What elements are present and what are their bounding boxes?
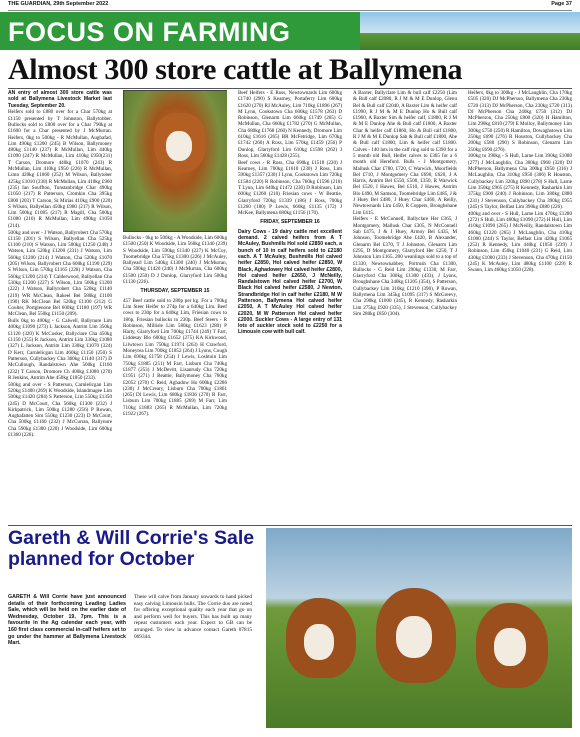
article-column-1 [8,90,112,524]
article-column-4 [353,90,457,524]
cow-face-shape [304,624,334,660]
promo-text: These will calve from January onwards to hand picked easy calving Limousin bulls. The Corrie duo are noted for offering exceptional quality each year that go on and perform well for buyers. This has built up many repeat customers each year. Expect to GB can be arranged. To view in advance contact Gareth 07815 069344. [134,594,252,640]
article-text: Heifers - E McConnell, Ballyclare Her £365, J Montgomery, Mallusk Char £305, N McConnell Sab £475, J & J Huey, Armoy Bel £435, M Johnson, Toomebridge Ahe £420, B Alexander, Glenarm Bel £370, T J Johnston, Glenarm Lim £295, D Montgomery, Glarryford Her £250, T J Johnston Lim £165. 200 weanlings sold to a top of £1330, Newtownabbey, Portrush Cha £1300, Bullocks - G Reid Lim 290kg £1330, M Farr, Glarryford Cha 300kg £1300 (433), J Lyons, Broughshane Cha 340kg £1205 (354), S Patterson, Cullybackey Lim 310kg £1210 (390), P Rowan, Ballymena Lim 345kg £1095 (317) S McGreevy, Cha 290kg £1000 (345), R Kennedy, Rasharkin Lim 275kg £920 (335), J Stevenson, Cullybackey Sim 280kg £850 (304). [353,216,457,317]
article-headline: Almost 300 store cattle at Ballymena [8,53,463,86]
headline-rule [8,88,572,89]
article-text: Beef Heifers - E Ross, Newtownards Lim 600kg £1740 (290) S Kearney, Portaferry Lim 600kg £1620 (270) RJ McAuley, Lim 710kg £1896 (267) M Lynn, Cookstown Cha 600kg £1578 (263) D Robinson, Glenarm Lim 660kg £1749 (265) G McMullan, Cha 660kg £1782 (270) G McMullan, Cha 680kg £1768 (260) N Kennedy, Dromore Lim 610kg £1616 (265) BR McFetridge, Lim 670kg £1742 (260) A Ross, Lim 570kg £1459 (256) P Dunlop, Glarryford Lim 610kg £1598 (262) J Ross, Lim 560kg £1428 (255). [238,90,342,159]
article-text: 500kg and over - J Watson, Ballyrobert Cha 570kg £1150 (201) S Wilson, Ballyellan Cha 525kg £1100 (210) S Watson, Lim 500kg £1250 (248) J Watson, Lim 520kg £1200 (231) J Watson, Lim 560kg £1200 (214) J Watson, Cha 520kg £1070 (205) Wilson, Ballyrobert Cha 600kg £1190 (229) S Wilson, Lim 570kg £1165 (228) J Watson, Cha 560kg £1200 (214) T Calderwood, Ballyellan Cha 530kg £1200 (227) S Wilson, Lim 560kg £1200 (222) J Watson, Ballyrobert Cha 520kg £1140 (219) WR McClean, Rakeel Bel 580kg £1100 (190) RK McClean Bel 520kg £1100 (212) G Coulter, Portglenone Bel 600kg £1180 (197) WR McClean, Bel 550kg £1150 (209). [8,229,112,318]
article-text: 300kg to 390kg - S Hull, Larne Lim 390kg £1080 (277) J McLaughlin, Cha 300kg £960 (320) DJ McPherson, Ballymena Cha 300kg £950 (316) J McLaughlin, Cha 310kg £950 (306) R Houston, Cullybackey Lim 320kg £890 (278) S Hull, Larne Lim 350kg £965 (275) R Kennedy, Rasharkin Lim 375kg £900 (240) J Robinson, Lim 380kg £880 (231) J Stevenson, Cullybackey Cha 390kg £955 (245) S Taylor, Belfast Lim 390kg £880 (226). [468,153,572,210]
article-column-2 [123,90,227,524]
section-banner [0,12,580,50]
date-subhead: THURSDAY, SEPTEMBER 15 [140,288,210,295]
article-text: Bulls 0kg to 400kg - G Calwell, Ballynure Lim 400kg £1090 (273) L Jackson, Antrim Lim 350kg £1120 (320) K McCosker, Ballyclare Cha 450kg £1150 (255) R Jackson, Antrim Lim 330kg £1080 (327) L Jackson, Antrim Lim 330kg £1070 (324) D Kerr, Carnlelicgan Lim 460kg £1150 (250) S Patterson, Cullybackey Cha 360kg £1140 (317) D McCullough, Randalstown Ahe 500kg £1160 (232) T Carson, Dromore Ch 400kg £1080 (270) R Jenkins, Antrim Ahe 450kg £1050 (233). [8,318,112,381]
promo-text: GARETH & Will Corrie have just announced details of their forthcoming Leading Ladies Sale, which will be held on the earlier date of Wednesday, October 19, 7pm. This is a favourite in the Ag calendar each year, with 160 first class commercial in-calf heifers set to go under the hammer at Ballymena Livestock Mart. [8,594,126,647]
article-lead: AN entry of almost 300 store cattle was sold at Ballymena Livestock Market last Tuesday, September 20. [8,90,112,109]
bull-photo [123,90,227,232]
page-header [8,0,572,11]
publication-line: THE GUARDIAN, 29th September 2022 [8,1,109,7]
article-column-3 [238,90,342,524]
date-subhead: FRIDAY, SEPTEMBER 16 [260,219,320,226]
promo-article [8,528,572,728]
promo-column-2 [134,594,252,728]
article-text: A Baxter, Ballyclare Lim & bull calf £2250 (Lim & Bull calf £2080, R J M & M E Dunlop, Glenu Bel & Bull calf £2040, A Baxter Lim & heifer calf £1990, R J M & M E Dunlop Ho & Bull calf £1960, A Baxter Sim & heifer calf, £1880, R J M & M E Dunlop Ahe & Bull calf £1800, A Baxter Char & heifer calf £1860, Ho & Bull calf £1800, R J M & M E Dunlop Sab & Bull calf £1800, Ahe & Bull calf £1800, Lim & heifer calf £1800. Calves - 140 lots in the calf ring sold to £390 for a 5 month old Bull, Heifer calves to £365 for a 6 month old Hereford. Bulls - J Montgomery, Mallusk Char £780, £720, C Warwick, Moorfields Bel £710, J Montgomery Cha £690, £620, J A Harris, Antrim Bel £550, £500, £350, R Warwick Bel £520, I Hawes, Bel £510, J Hawes, Antrim Blo £490, M Samson, Toomebridge Lim £485, J & J Huey Bel £480, J Huey Char £460, A Reilly, Newtownards Lim £450, R Coppers, Broughshane Lim £415. [353,90,457,216]
article-body [8,90,572,524]
article-column-5 [468,90,572,524]
article-text: 500kg and over - S Patterson, Carnlelicgan Lim 520kg £1400 (269) K Woodside, Islandmagee Lim 500kg £1420 (284) S Patterson, Lim 550kg £1350 (245) D McCourt, Cha 560kg £1300 (232) J Kirkpatrick, Lim 500kg £1280 (256) P Rowan, Aughafatten Sim 550kg £1230 (223) D McCourt, Cha 500kg £1160 (232) J McCurran, Ballynure Cha 590kg £1300 (220) J Woodside, Lim 600kg £1360 (226). [8,381,112,439]
promo-column-1 [8,594,126,728]
section-kicker: FOCUS ON FARMING [8,17,291,47]
article-text: Heifers sold to £880 over for a Char 570kg at £1150 presented by T Johnston, Ballytobber. Bullocks sold to £800 over for a Char 790kg at £1600 for a Char presented by J McMurran. Heifers, 0kg to 500kg - R McMullan, Aughafad, Lim 490kg £1200 (245) B Wilson, Ballymoney 480kg £1140 (237) R McMullan, Lim 440kg £1090 (247) R McMullan, Lim 410kg £950(231) T Carson, Dromore 440kg £1070 (243) R McMullan, Lim 410kg £950 (226) R McMullan, Limn 420kg £1060 (252) M Wilson, Ballytober 425kg £1010 (238) R McMullan, Lim 410kg £960 (235) Ian Souffton, Tunstanbridge Char 490kg £1050 (217) R Patterson, Cromkin Cha 395kg £800 (203) T Carson, St Mirias 410kg £900 (220) S Wilson, Ballyellan 450kg £980 (217) R Wilson, Lim 500kg £1085 (217) R Magill, Cha 500kg £1080 (216) R McMullan, Lim 490kg £1050 (214). [8,109,112,229]
page-number: Page 37 [551,1,572,7]
article-text: Heifers, 0kg to 300kg - J McLaughlin, Cha 170kg £505 (320) DJ McPherson, Ballymena Cha 230kg £720 (313) DJ McPherson, Cha 230kg £720 (313) DJ McPherson Cha 240kg £750 (312) DJ McPherson, Cha 250kg £800 (320) H Hamilton, Lim 290kg £810 (279) E Molloy, Ballymoney Lim 300kg £750 (250) R Hamilton, Dowaghstown Lim 250kg £690 (276) R Houston, Cullybackey Cha 200kg £580 (290) S Robinson, Glenarm Lim 250kg £690 (276). [468,90,572,153]
article-text: Beef cows - R Ross, Cha 690kg £1518 (220) J Kearney, Lim 700kg £1610 (230) J Ross, Lim 590kg £1357 (230) J Lynn, Cookstown Lim 720kg £1584 (220) R Robinson, Cha 760kg £1596 (210) T Lynn, Lim 640kg £1472 (230) D Robinson, Lim 600kg £1260 (210) Friesian cows - W Beattie, Glarryford 720kg £1339 (186) J Ross, 700kg £1260 (180) P Lewis, 660kg £1135 (172) J McKee, Ballymena 680kg £1156 (170). [238,159,342,217]
article-text: Bullocks - 0kg to 500kg - A Woodside, Lim 600kg £1500 (250) K Woodside, Lim 560kg £1340 (239) S Woodside, Lim 590kg £1340 (227) K McCoy, Toomebridge Cha 575kg £1300 (226) J McAuley, Ballyearl Lim 540kg £1300 (240) J McMurran, Cha 590kg £1420 (240) J McMurran, Cha 600kg £1500 (250) D J Dunlop, Glarryford Lim 500kg £1130 (226). [123,235,227,286]
banner-photo [360,12,580,50]
article-text: 457 Beef cattle sold to 280p per kg. For a 700kg Lim Steer Heifer to 274p for a 640kg Lim. Beef cows to 230p for a 640kg Lim, Friesian cows to 186p, Friesian bullocks to 230p. Beef Steers - R Robinson, Millisle Lim 580kg £1623 (280) P Harty, Glarryford Lim 700kg £1744 (249) T Farr, Liddesay Blo 600kg £1652 (275) KA Kirkwood, Lilwtown Lim 750kg £1974 (263) H Crawford, Moneyrea Lim 700kg £1852 (264) J Lyons, Cough Lim 690kg £1758 (254) J Lewis, Loshtoin Lim 750kg £1885 (251) M Farr, Lisburn Cha 740kg £1877 (253) J McDevitt, Lisanrudy Cha 720kg £1951 (271) J Beattie, Ballymoney Cha 760kg £2052 (270) C Reid, Aghadow Ho 600kg £2286 (230) J McCreary, Lisburn Cha 700kg £1861 (265) Dl Lewis, Lim 680kg £1836 (270) R Farr, Lisburn Lim 700kg £1885 (269) M Farr, Lim 710kg £1883 (265) R McMullan, Lim 720kg £1922 (267). [123,297,227,418]
article-text: Dairy Cows - 19 dairy cattle met excellent demand. 2 calved heifers from A T McAuley, Bushmills Hol sold £2850 each, a bunch of 10 in calf heifers sold to £2180 each. A T McAuley, Bushmills Hol calved heifer £2850, Hol calved heifer £2850, W Black, Aghadowey Hol calved heifer £2800, Hol calved heifer £2650, J McNeilly, Randalstown Hol calved heifer £2700, W Black Hol calved heifer £2580, J Newton, Strandbridge Hol in calf heifer £2180, M W Patterson, Ballymena Hol calved heifer £2050, A T McAuley Hol calved heifer £2020, M W Patterson Hol calved heifer £2000. Suckler Cows - A large entry of 131 lots of suckler stock sold to £2250 for a Limousin cow with bull calf. [238,228,342,336]
article-text: 400kg and over - S Hull, Larne Lim 470kg £1280 (272) S Hull, Lim 400kg £1090 (272) H Hull, Lim 410kg £1090 (265) J McNeilly, Randalstown Lim 460kg £1220 (265) J McLaughlin, Cha 410kg £1000 (244) S Taylor, Belfast Lim 420kg £1065 (253) R Kennedy, Lim 440kg £1050 (239) J Robinson, Lim 450kg £1040 (231) G Reid, Lim 430kg £1000 (233) J Stevenson, Cha 470kg £1150 (245) K McAuley, Lim 480kg £1100 (229) R Swann, Lim 460kg £1050 (228). [468,210,572,274]
cow-face-shape [396,616,432,658]
cattle-photo [266,528,572,728]
bull-face-shape [166,131,192,161]
cow-face-shape [494,628,526,666]
section-rule [8,525,572,526]
promo-headline: Gareth & Will Corrie's Sale planned for October [8,527,255,570]
